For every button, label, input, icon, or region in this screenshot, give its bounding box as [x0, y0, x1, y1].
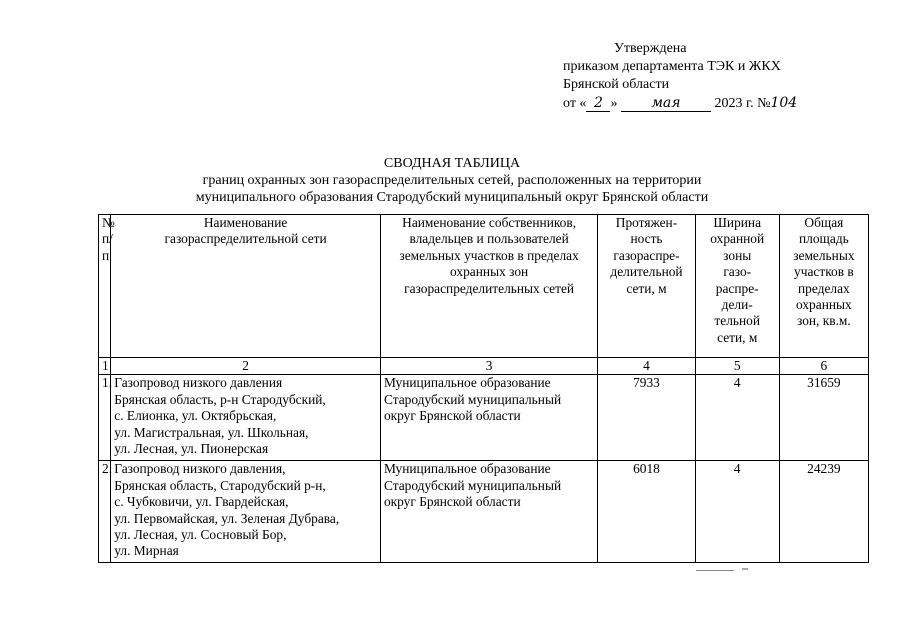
approval-region-line: Брянской области	[563, 77, 670, 92]
column-number: 2	[111, 358, 381, 375]
zone-width: 4	[695, 461, 779, 563]
column-number: 4	[598, 358, 695, 375]
header-cell: Общая площадь земельных участков в пределах охранных зон, кв.м.	[779, 215, 868, 358]
approval-order-line: приказом департамента ТЭК и ЖКХ	[563, 59, 781, 74]
summary-table	[98, 214, 869, 563]
date-prefix: от «	[563, 96, 587, 111]
date-month: мая	[621, 95, 711, 112]
column-number: 1	[99, 358, 111, 375]
table-row	[99, 461, 869, 563]
network-name: Газопровод низкого давления, Брянская область, Стародубский р-н, с. Чубковичи, ул. Гвардейская, ул. Первомайская, ул. Зеленая Дубрава, ул. Лесная, ул. Сосновый Бор, ул. Мирная	[111, 461, 381, 563]
approval-date-line	[563, 94, 797, 113]
date-year: 2023 г.	[714, 96, 754, 111]
scan-mark	[696, 570, 734, 571]
header-cell: Наименование газораспределительной сети	[111, 215, 381, 358]
network-length: 7933	[598, 375, 695, 461]
document-subtitle-2: муниципального образования Стародубский муниципальный округ Брянской области	[195, 190, 709, 205]
number-sign: №	[757, 96, 771, 111]
zone-area: 31659	[779, 375, 868, 461]
column-number-row	[99, 358, 869, 375]
approval-title: Утверждена	[614, 41, 687, 56]
row-number: 2.	[99, 461, 111, 563]
network-length: 6018	[598, 461, 695, 563]
document-title: СВОДНАЯ ТАБЛИЦА	[383, 156, 521, 171]
owner-name: Муниципальное образование Стародубский муниципальный округ Брянской области	[380, 461, 597, 563]
network-name: Газопровод низкого давления Брянская область, р-н Стародубский, с. Елионка, ул. Октябрьская, ул. Магистральная, ул. Школьная, ул. Лесная, ул. Пионерская	[111, 375, 381, 461]
table-header-row	[99, 215, 869, 358]
header-cell: Наименование собственников, владельцев и пользователей земельных участков в пределах охранных зон газораспределительных сетей	[380, 215, 597, 358]
order-number: 104	[770, 95, 798, 111]
table-row	[99, 375, 869, 461]
column-number: 3	[380, 358, 597, 375]
column-number: 6	[779, 358, 868, 375]
column-number: 5	[695, 358, 779, 375]
scan-mark	[742, 568, 748, 570]
document-subtitle-1: границ охранных зон газораспределительных сетей, расположенных на территории	[202, 173, 702, 188]
date-quote-close: »	[610, 96, 618, 111]
row-number: 1.	[99, 375, 111, 461]
header-cell: Ширина охранной зоны газо- распре- дели- тельной сети, м	[695, 215, 779, 358]
header-cell: № п/п	[99, 215, 111, 358]
header-cell: Протяжен- ность газораспре- делительной сети, м	[598, 215, 695, 358]
zone-area: 24239	[779, 461, 868, 563]
approval-block	[563, 40, 797, 113]
owner-name: Муниципальное образование Стародубский муниципальный округ Брянской области	[380, 375, 597, 461]
date-day: 2	[586, 95, 610, 112]
zone-width: 4	[695, 375, 779, 461]
